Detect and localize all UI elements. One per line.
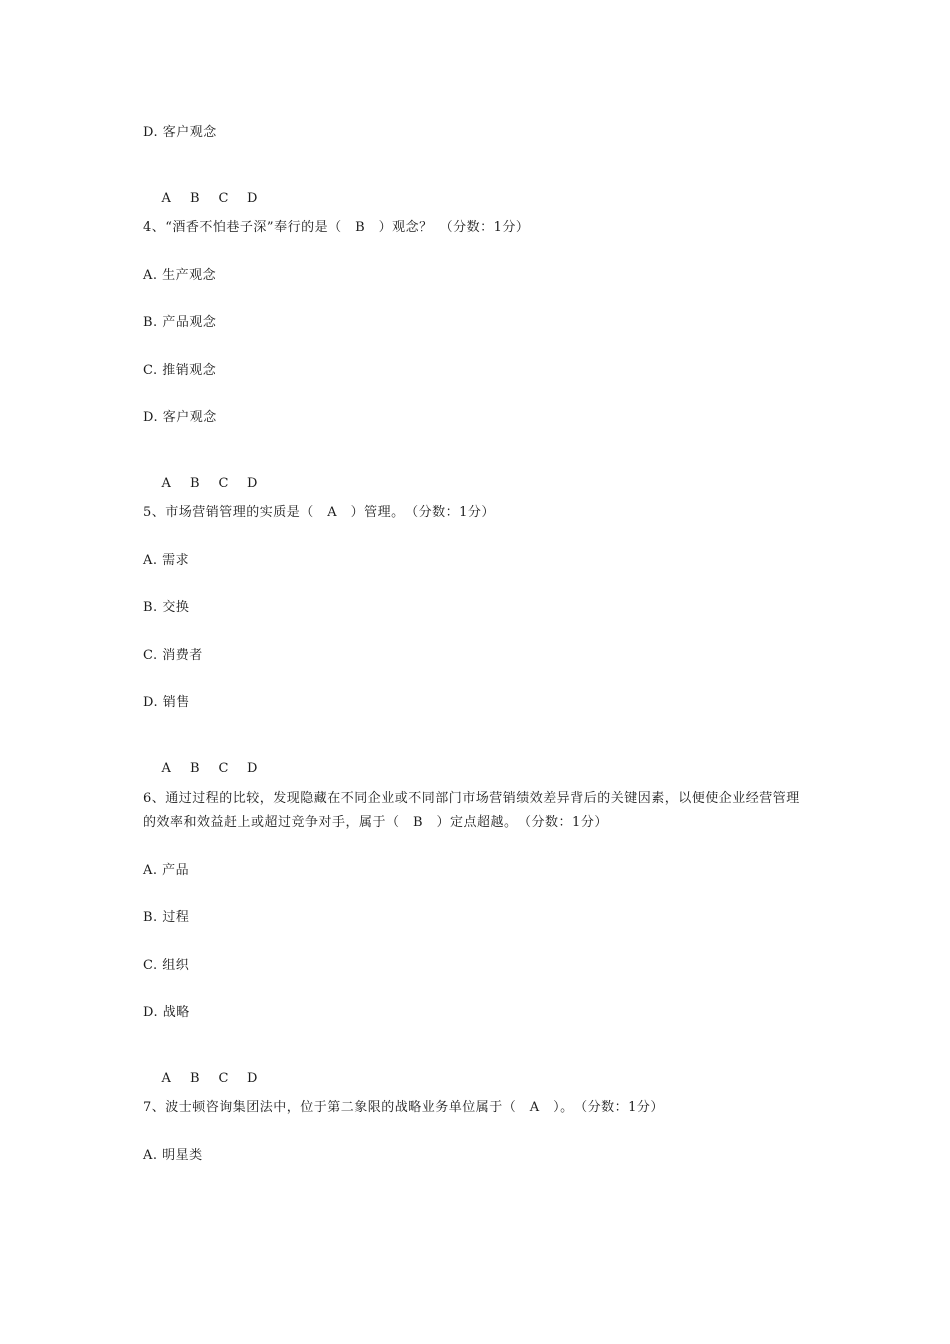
letter-c: C xyxy=(218,761,229,776)
letter-b: B xyxy=(190,476,201,491)
letter-d: D xyxy=(247,476,258,491)
letter-b: B xyxy=(190,191,201,206)
letter-b: B xyxy=(190,1071,201,1086)
q5-option-d: D. 销售 xyxy=(143,695,190,710)
q6-option-d: D. 战略 xyxy=(143,1005,190,1020)
question-7: 7、波士顿咨询集团法中，位于第二象限的战略业务单位属于（ A ）。 （分数：1分） xyxy=(143,1100,664,1115)
q6-option-b: B. 过程 xyxy=(143,910,190,925)
question-5: 5、市场营销管理的实质是（ A ）管理。 （分数：1分） xyxy=(143,505,495,520)
letter-d: D xyxy=(247,1071,258,1086)
q6-option-a: A. 产品 xyxy=(143,863,190,878)
letter-a: A xyxy=(161,476,172,491)
option-d: D. 客户观念 xyxy=(143,125,217,140)
q4-option-d: D. 客户观念 xyxy=(143,410,217,425)
question-4: 4、“酒香不怕巷子深”奉行的是（ B ）观念？ （分数：1分） xyxy=(143,220,530,235)
q5-option-c: C. 消费者 xyxy=(143,648,203,663)
q4-answer-letters xyxy=(143,457,276,511)
letter-a: A xyxy=(161,1071,172,1086)
letter-d: D xyxy=(247,761,258,776)
question-6: 6、通过过程的比较，发现隐藏在不同企业或不同部门市场营销绩效差异背后的关键因素，以便使企业经营管理的效率和效益赶上或超过竞争对手，属于（ B ）定点超越。 （分数：1分） xyxy=(143,791,800,830)
letter-a: A xyxy=(161,761,172,776)
q4-option-a: A. 生产观念 xyxy=(143,268,217,283)
answer-letters xyxy=(143,172,276,226)
letter-c: C xyxy=(218,191,229,206)
letter-d: D xyxy=(247,191,258,206)
q6-option-c: C. 组织 xyxy=(143,958,190,973)
q7-option-a: A. 明星类 xyxy=(143,1148,203,1163)
letter-b: B xyxy=(190,761,201,776)
q5-option-b: B. 交换 xyxy=(143,600,190,615)
letter-a: A xyxy=(161,191,172,206)
letter-c: C xyxy=(218,1071,229,1086)
q5-option-a: A. 需求 xyxy=(143,553,190,568)
q6-answer-letters xyxy=(143,1052,276,1106)
q4-option-c: C. 推销观念 xyxy=(143,363,217,378)
q4-option-b: B. 产品观念 xyxy=(143,315,217,330)
letter-c: C xyxy=(218,476,229,491)
